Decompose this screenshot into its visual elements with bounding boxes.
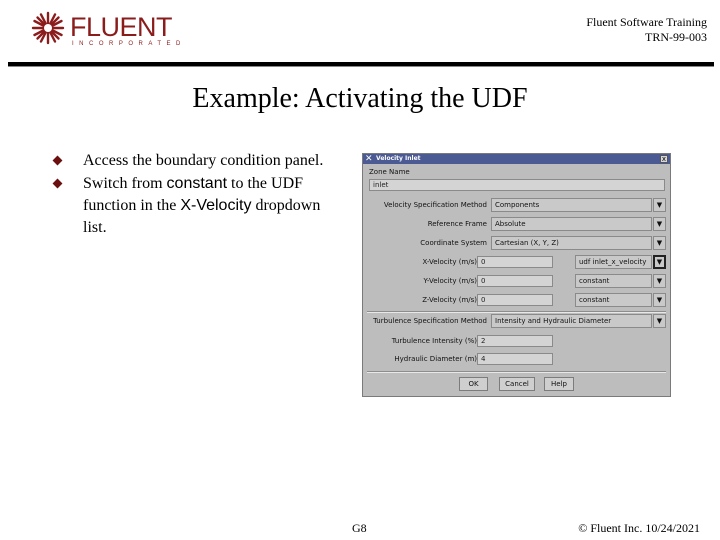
dropdown-arrow-icon[interactable]: ▼ [653,293,666,307]
turbulence-intensity-field[interactable]: 2 [477,335,553,347]
reference-frame-value: Absolute [491,217,652,231]
coordinate-system-value: Cartesian (X, Y, Z) [491,236,652,250]
dropdown-arrow-icon[interactable]: ▼ [653,236,666,250]
close-button[interactable]: x [661,155,667,163]
turbulence-spec-label: Turbulence Specification Method [373,317,487,325]
bullet-text: Access the boundary condition panel. [83,152,324,169]
coordinate-system-label: Coordinate System [420,239,487,247]
logo-subtitle: INCORPORATED [72,41,186,47]
separator-highlight [367,312,666,313]
velocity-spec-dropdown[interactable] [491,198,666,212]
turbulence-spec-dropdown[interactable] [491,314,666,328]
fluent-star-icon [30,10,66,46]
dialog-title: Velocity Inlet [376,155,421,162]
fluent-logo [30,10,186,50]
bullet-list [52,150,342,240]
bullet-text-part: dropdown list. [83,197,321,236]
logo-wordmark: FLUENT [70,12,173,42]
x-velocity-profile-value: udf inlet_x_velocity [575,255,652,269]
bullet-code-constant: constant [166,175,228,192]
z-velocity-profile-value: constant [575,293,652,307]
turbulence-spec-value: Intensity and Hydraulic Diameter [491,314,652,328]
reference-frame-dropdown[interactable] [491,217,666,231]
hydraulic-diameter-field[interactable]: 4 [477,353,553,365]
page-number: G8 [352,521,367,535]
bullet-code-xvelocity: X-Velocity [180,197,252,214]
bullet-item [52,150,342,172]
help-button[interactable]: Help [544,377,574,391]
dropdown-arrow-icon[interactable]: ▼ [653,274,666,288]
coordinate-system-dropdown[interactable] [491,236,666,250]
x-velocity-profile-dropdown[interactable] [575,255,666,269]
y-velocity-profile-value: constant [575,274,652,288]
zone-name-field[interactable]: inlet [369,179,665,191]
z-velocity-field[interactable]: 0 [477,294,553,306]
z-velocity-label: Z-Velocity (m/s) [422,296,477,304]
velocity-inlet-dialog [362,153,671,397]
x-window-icon: ✕ [365,154,373,164]
header-info [586,15,707,45]
copyright: © Fluent Inc. 10/24/2021 [578,521,700,535]
x-velocity-field[interactable]: 0 [477,256,553,268]
diamond-bullet-icon [53,156,63,166]
slide-title: Example: Activating the UDF [192,83,528,114]
velocity-spec-value: Components [491,198,652,212]
bullet-text-part: Switch from [83,175,167,192]
hydraulic-diameter-label: Hydraulic Diameter (m) [394,355,477,363]
header-rule-shadow [8,66,714,67]
dropdown-arrow-icon[interactable]: ▼ [653,255,666,269]
y-velocity-field[interactable]: 0 [477,275,553,287]
header-line-2: TRN-99-003 [645,30,707,44]
reference-frame-label: Reference Frame [427,220,487,228]
dropdown-arrow-icon[interactable]: ▼ [653,217,666,231]
z-velocity-profile-dropdown[interactable] [575,293,666,307]
x-velocity-label: X-Velocity (m/s) [422,258,477,266]
dropdown-arrow-icon[interactable]: ▼ [653,198,666,212]
zone-name-label: Zone Name [369,168,410,176]
y-velocity-label: Y-Velocity (m/s) [423,277,477,285]
diamond-bullet-icon [53,179,63,189]
header-line-1: Fluent Software Training [586,15,707,29]
cancel-button[interactable]: Cancel [499,377,535,391]
bullet-item [52,173,342,239]
dropdown-arrow-icon[interactable]: ▼ [653,314,666,328]
velocity-spec-label: Velocity Specification Method [383,201,487,209]
turbulence-intensity-label: Turbulence Intensity (%) [391,337,477,345]
bullet-text-part: to the UDF function in the [83,175,304,214]
ok-button[interactable]: OK [459,377,488,391]
separator-highlight [367,372,666,373]
dialog-titlebar [363,154,670,164]
y-velocity-profile-dropdown[interactable] [575,274,666,288]
